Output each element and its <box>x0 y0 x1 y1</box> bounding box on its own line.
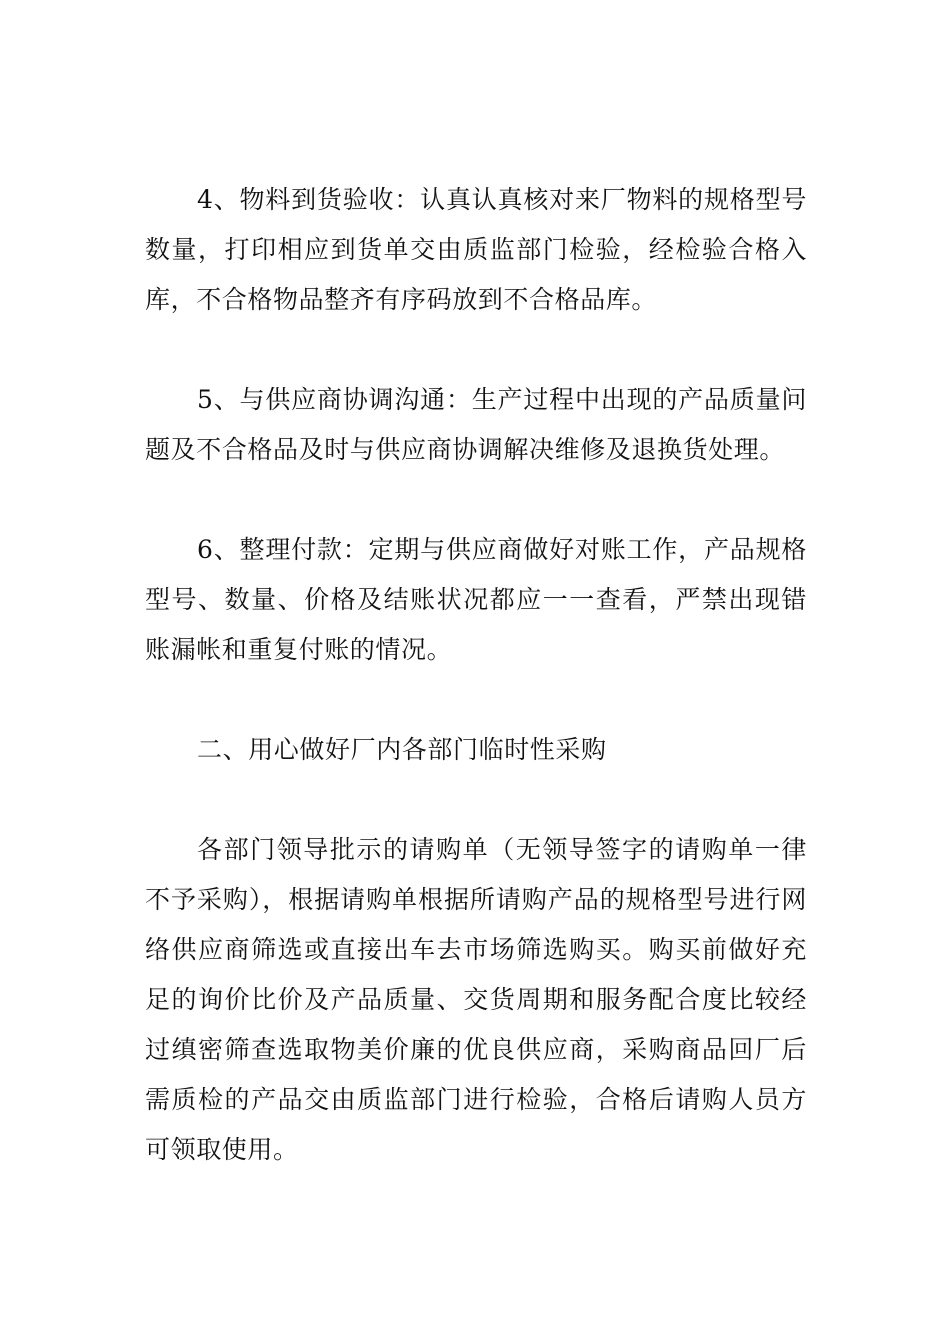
paragraph-material-acceptance: 4、物料到货验收：认真认真核对来厂物料的规格型号数量，打印相应到货单交由质监部门检验，经检验合格入库，不合格物品整齐有序码放到不合格品库。 <box>145 185 807 314</box>
section-heading-temporary-procurement: 二、用心做好厂内各部门临时性采购 <box>197 735 607 764</box>
paragraph-payment-reconciliation: 6、整理付款：定期与供应商做好对账工作，产品规格型号、数量、价格及结账状况都应一一查看，严禁出现错账漏帐和重复付账的情况。 <box>145 535 807 664</box>
paragraph-supplier-communication: 5、与供应商协调沟通：生产过程中出现的产品质量问题及不合格品及时与供应商协调解决维修及退换货处理。 <box>145 385 807 464</box>
paragraph-purchase-requisition: 各部门领导批示的请购单（无领导签字的请购单一律不予采购），根据请购单根据所请购产品的规格型号进行网络供应商筛选或直接出车去市场筛选购买。购买前做好充足的询价比价及产品质量、交货周期和服务配合度比较经过缜密筛查选取物美价廉的优良供应商，采购商品回厂后需质检的产品交由质监部门进行检验，合格后请购人员方可领取使用。 <box>145 835 807 1164</box>
